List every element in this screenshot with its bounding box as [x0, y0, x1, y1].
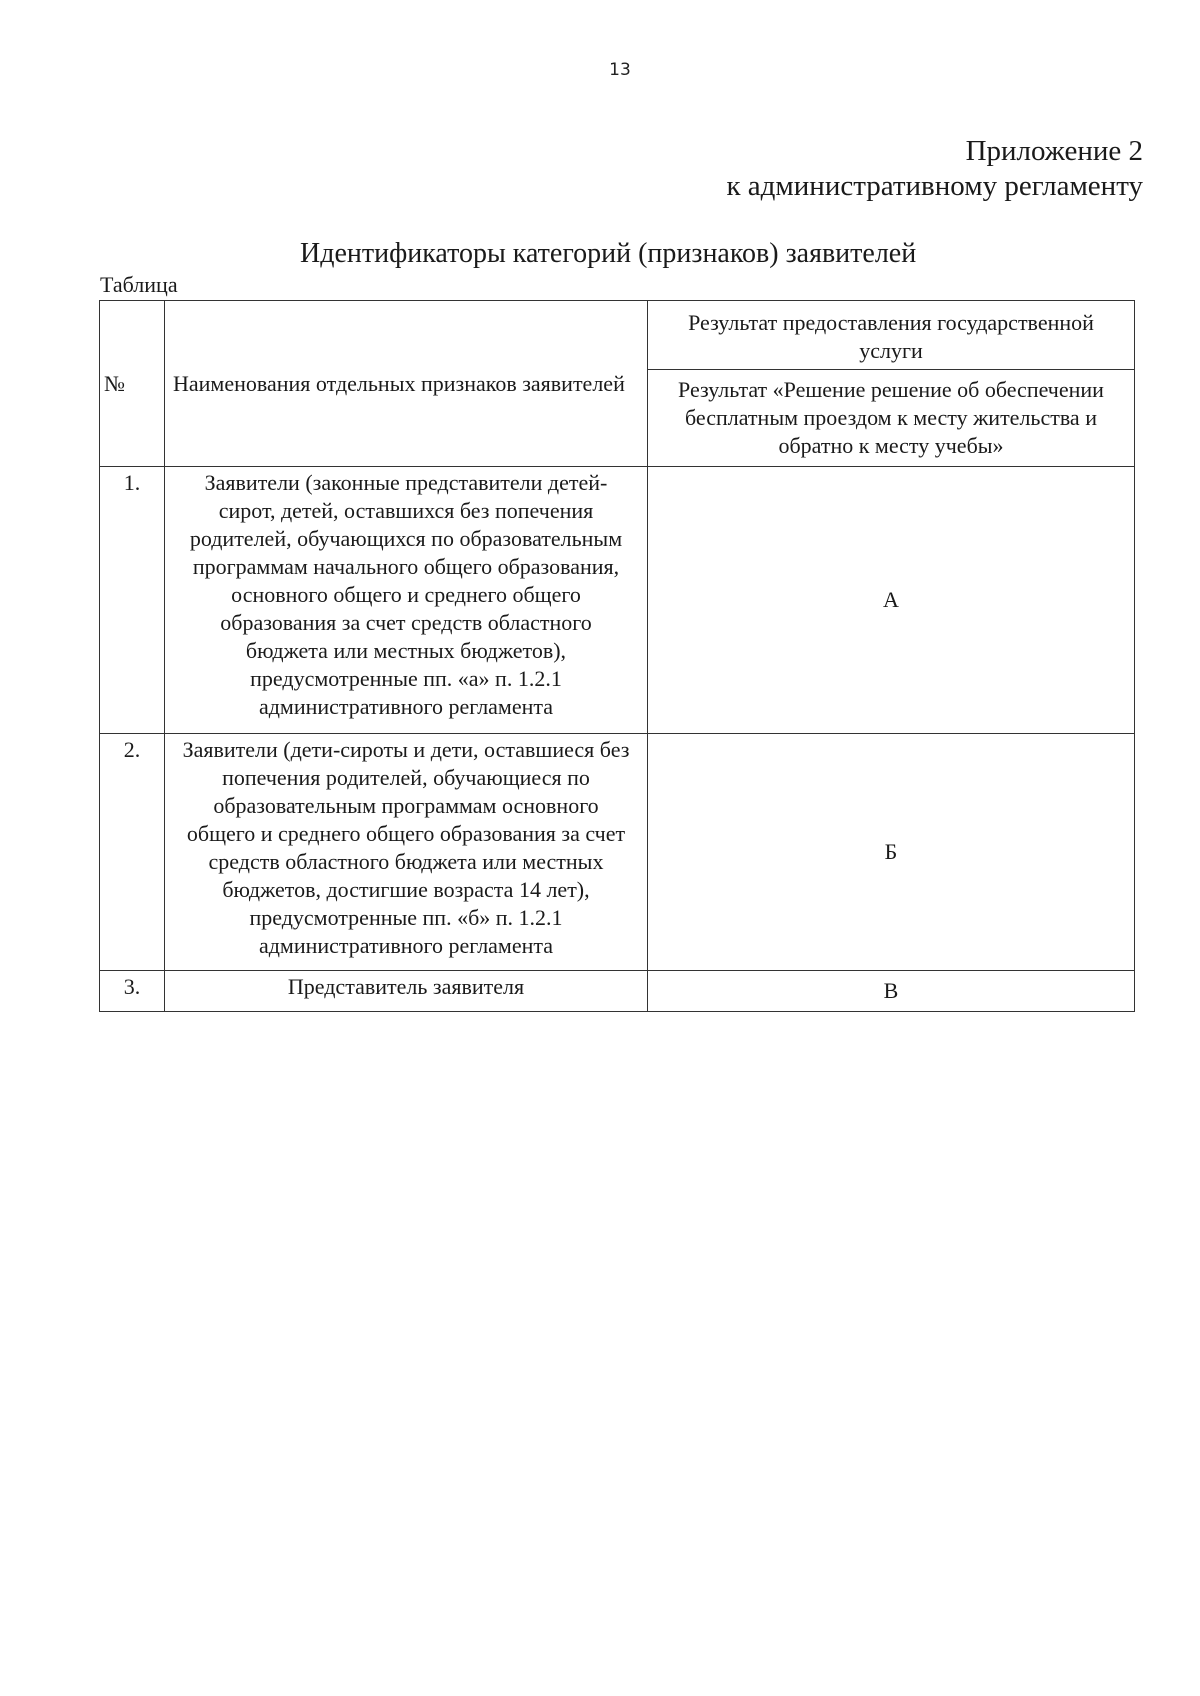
row-number: 1.: [100, 467, 165, 734]
applicant-categories-table: [99, 300, 1135, 1012]
header-result-group: Результат предоставления государственной услуги: [648, 301, 1135, 370]
row-result: В: [648, 971, 1135, 1012]
row-name: Представитель заявителя: [165, 971, 648, 1012]
row-name: Заявители (дети-сироты и дети, оставшиеся без попечения родителей, обучающиеся по образовательным программам основного общего и среднего общего образования за счет средств областного бюджета или местных бюджетов, достигшие возраста 14 лет), предусмотренные пп. «б» п. 1.2.1 административного регламента: [165, 734, 648, 971]
header-result-sub: Результат «Решение решение об обеспечении бесплатным проездом к месту жительства и обратно к месту учебы»: [648, 370, 1135, 467]
table-header-row: [100, 301, 1135, 370]
row-name: Заявители (законные представители детей-сирот, детей, оставшихся без попечения родителей, обучающихся по образовательным программам начального общего образования, основного общего и среднего общего образования за счет средств областного бюджета или местных бюджетов), предусмотренные пп. «а» п. 1.2.1 административного регламента: [165, 467, 648, 734]
header-number: №: [100, 301, 165, 467]
table-row: [100, 971, 1135, 1012]
row-number: 3.: [100, 971, 165, 1012]
row-result: Б: [648, 734, 1135, 971]
appendix-line-1: Приложение 2: [965, 135, 1143, 167]
appendix-line-2: к административному регламенту: [726, 170, 1143, 202]
row-number: 2.: [100, 734, 165, 971]
table-row: [100, 467, 1135, 734]
document-title: Идентификаторы категорий (признаков) заявителей: [300, 238, 917, 269]
table-caption: Таблица: [100, 272, 178, 297]
page-number: 13: [609, 60, 631, 80]
table-row: [100, 734, 1135, 971]
row-result: А: [648, 467, 1135, 734]
header-name: Наименования отдельных признаков заявителей: [165, 301, 648, 467]
appendix-reference: [726, 134, 1143, 204]
